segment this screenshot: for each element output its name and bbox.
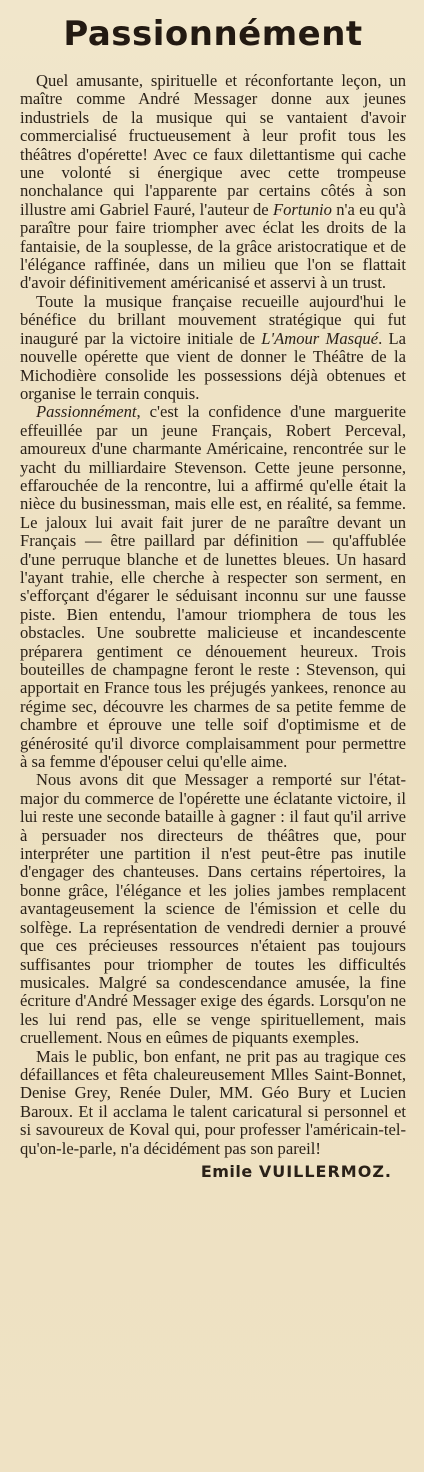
paragraph-text: Toute la musique française recueille aujourd'hui le bénéfice du brillant mouvement stratégique qui fut inauguré par la victoire initiale de (20, 291, 406, 348)
italic-title: Passionnément (36, 402, 137, 422)
italic-title: Fortunio (272, 199, 332, 219)
article-paragraph (20, 72, 406, 293)
article-paragraph (20, 771, 406, 1047)
article-title: Passionnément (63, 14, 363, 54)
italic-title: L'Amour Masqué (261, 328, 379, 348)
article-body (20, 72, 406, 1158)
article-paragraph (20, 403, 406, 771)
paragraph-text: n'a eu qu'à paraître pour faire triompher avec éclat les droits de la fantaisie, de la souplesse, de la grâce aristocratique et de l'élégance raffinée, dans un milieu que l'on se flattait d'avoir définitivement américanisé et asservi à un trust. (20, 199, 406, 293)
paragraph-text: . La nouvelle opérette que vient de donner le Théâtre de la Michodière consolide les possessions déjà obtenues et organise le terrain conquis. (20, 328, 406, 403)
paragraph-text: Nous avons dit que Messager a remporté sur l'état-major du commerce de l'opérette une éclatante victoire, il lui reste une seconde bataille à gagner : il faut qu'il arrive à persuader nos directeurs de théâtres que, pour interpréter une partition il n'est peut-être pas inutile d'engager des chanteuses. Dans certains répertoires, la bonne grâce, l'élégance et les jolies jambes remplacent avantageusement la science de l'émission et celle du solfège. La représentation de vendredi dernier a prouvé que ces précieuses ressources n'étaient pas toujours suffisantes pour triompher de toutes les difficultés musicales. Malgré sa condescendance amusée, la fine écriture d'André Messager exige des égards. Lorsqu'on ne les lui rend pas, elle se venge spirituellement, mais cruellement. Nous en eûmes de piquants exemples. (20, 770, 406, 1048)
paragraph-text: Quel amusante, spirituelle et réconfortante leçon, un maître comme André Messager donne aux jeunes industriels de la musique qui se vantaient d'avoir commercialisé fructueusement à leur profit tous les théâtres d'opérette! Avec ce faux dilettantisme qui cache une volonté si énergique avec cette trompeuse nonchalance qui l'apparente par certains côtés à son illustre ami Gabriel Fauré, l'auteur de (20, 71, 406, 219)
author-last-name: VUILLERMOZ. (258, 1161, 392, 1181)
article-paragraph (20, 293, 406, 403)
author-signature (20, 1162, 406, 1181)
author-first-name: Emile (200, 1161, 253, 1181)
paragraph-text: , c'est la confidence d'une marguerite effeuillée par un jeune Français, Robert Perceval, amoureux d'une charmante Américaine, rencontrée sur le yacht du milliardaire Stevenson. Cette jeune personne, effarouchée de la rencontre, lui a affirmé qu'elle était la nièce du businessman, mais elle est, en réalité, sa femme. Le jaloux lui avait fait jurer de ne paraître devant un Français — être paillard par définition — qu'affublée d'une perruque blanche et de lunettes bleues. Un hasard l'ayant trahie, elle cherche à respecter son serment, en s'efforçant d'égarer le séduisant inconnu sur une fausse piste. Bien entendu, l'amour triomphera de tous les obstacles. Une soubrette malicieuse et incandescente préparera gentiment ce dénouement heureux. Trois bouteilles de champagne feront le reste : Stevenson, qui apportait en France tous les préjugés yankees, renonce au régime sec, découvre les charmes de sa petite femme de chambre et éprouve une telle soif d'optimisme et de générosité qu'il divorce complaisamment pour permettre à sa femme d'épouser celui qu'elle aime. (20, 402, 406, 772)
article-paragraph (20, 1048, 406, 1158)
paragraph-text: Mais le public, bon enfant, ne prit pas au tragique ces défaillances et fêta chaleureusement Mlles Saint-Bonnet, Denise Grey, Renée Duler, MM. Géo Bury et Lucien Baroux. Et il acclama le talent caricatural si personnel et si savoureux de Koval qui, pour professer l'américain-tel-qu'on-le-parle, n'a décidément pas son pareil! (20, 1046, 406, 1158)
